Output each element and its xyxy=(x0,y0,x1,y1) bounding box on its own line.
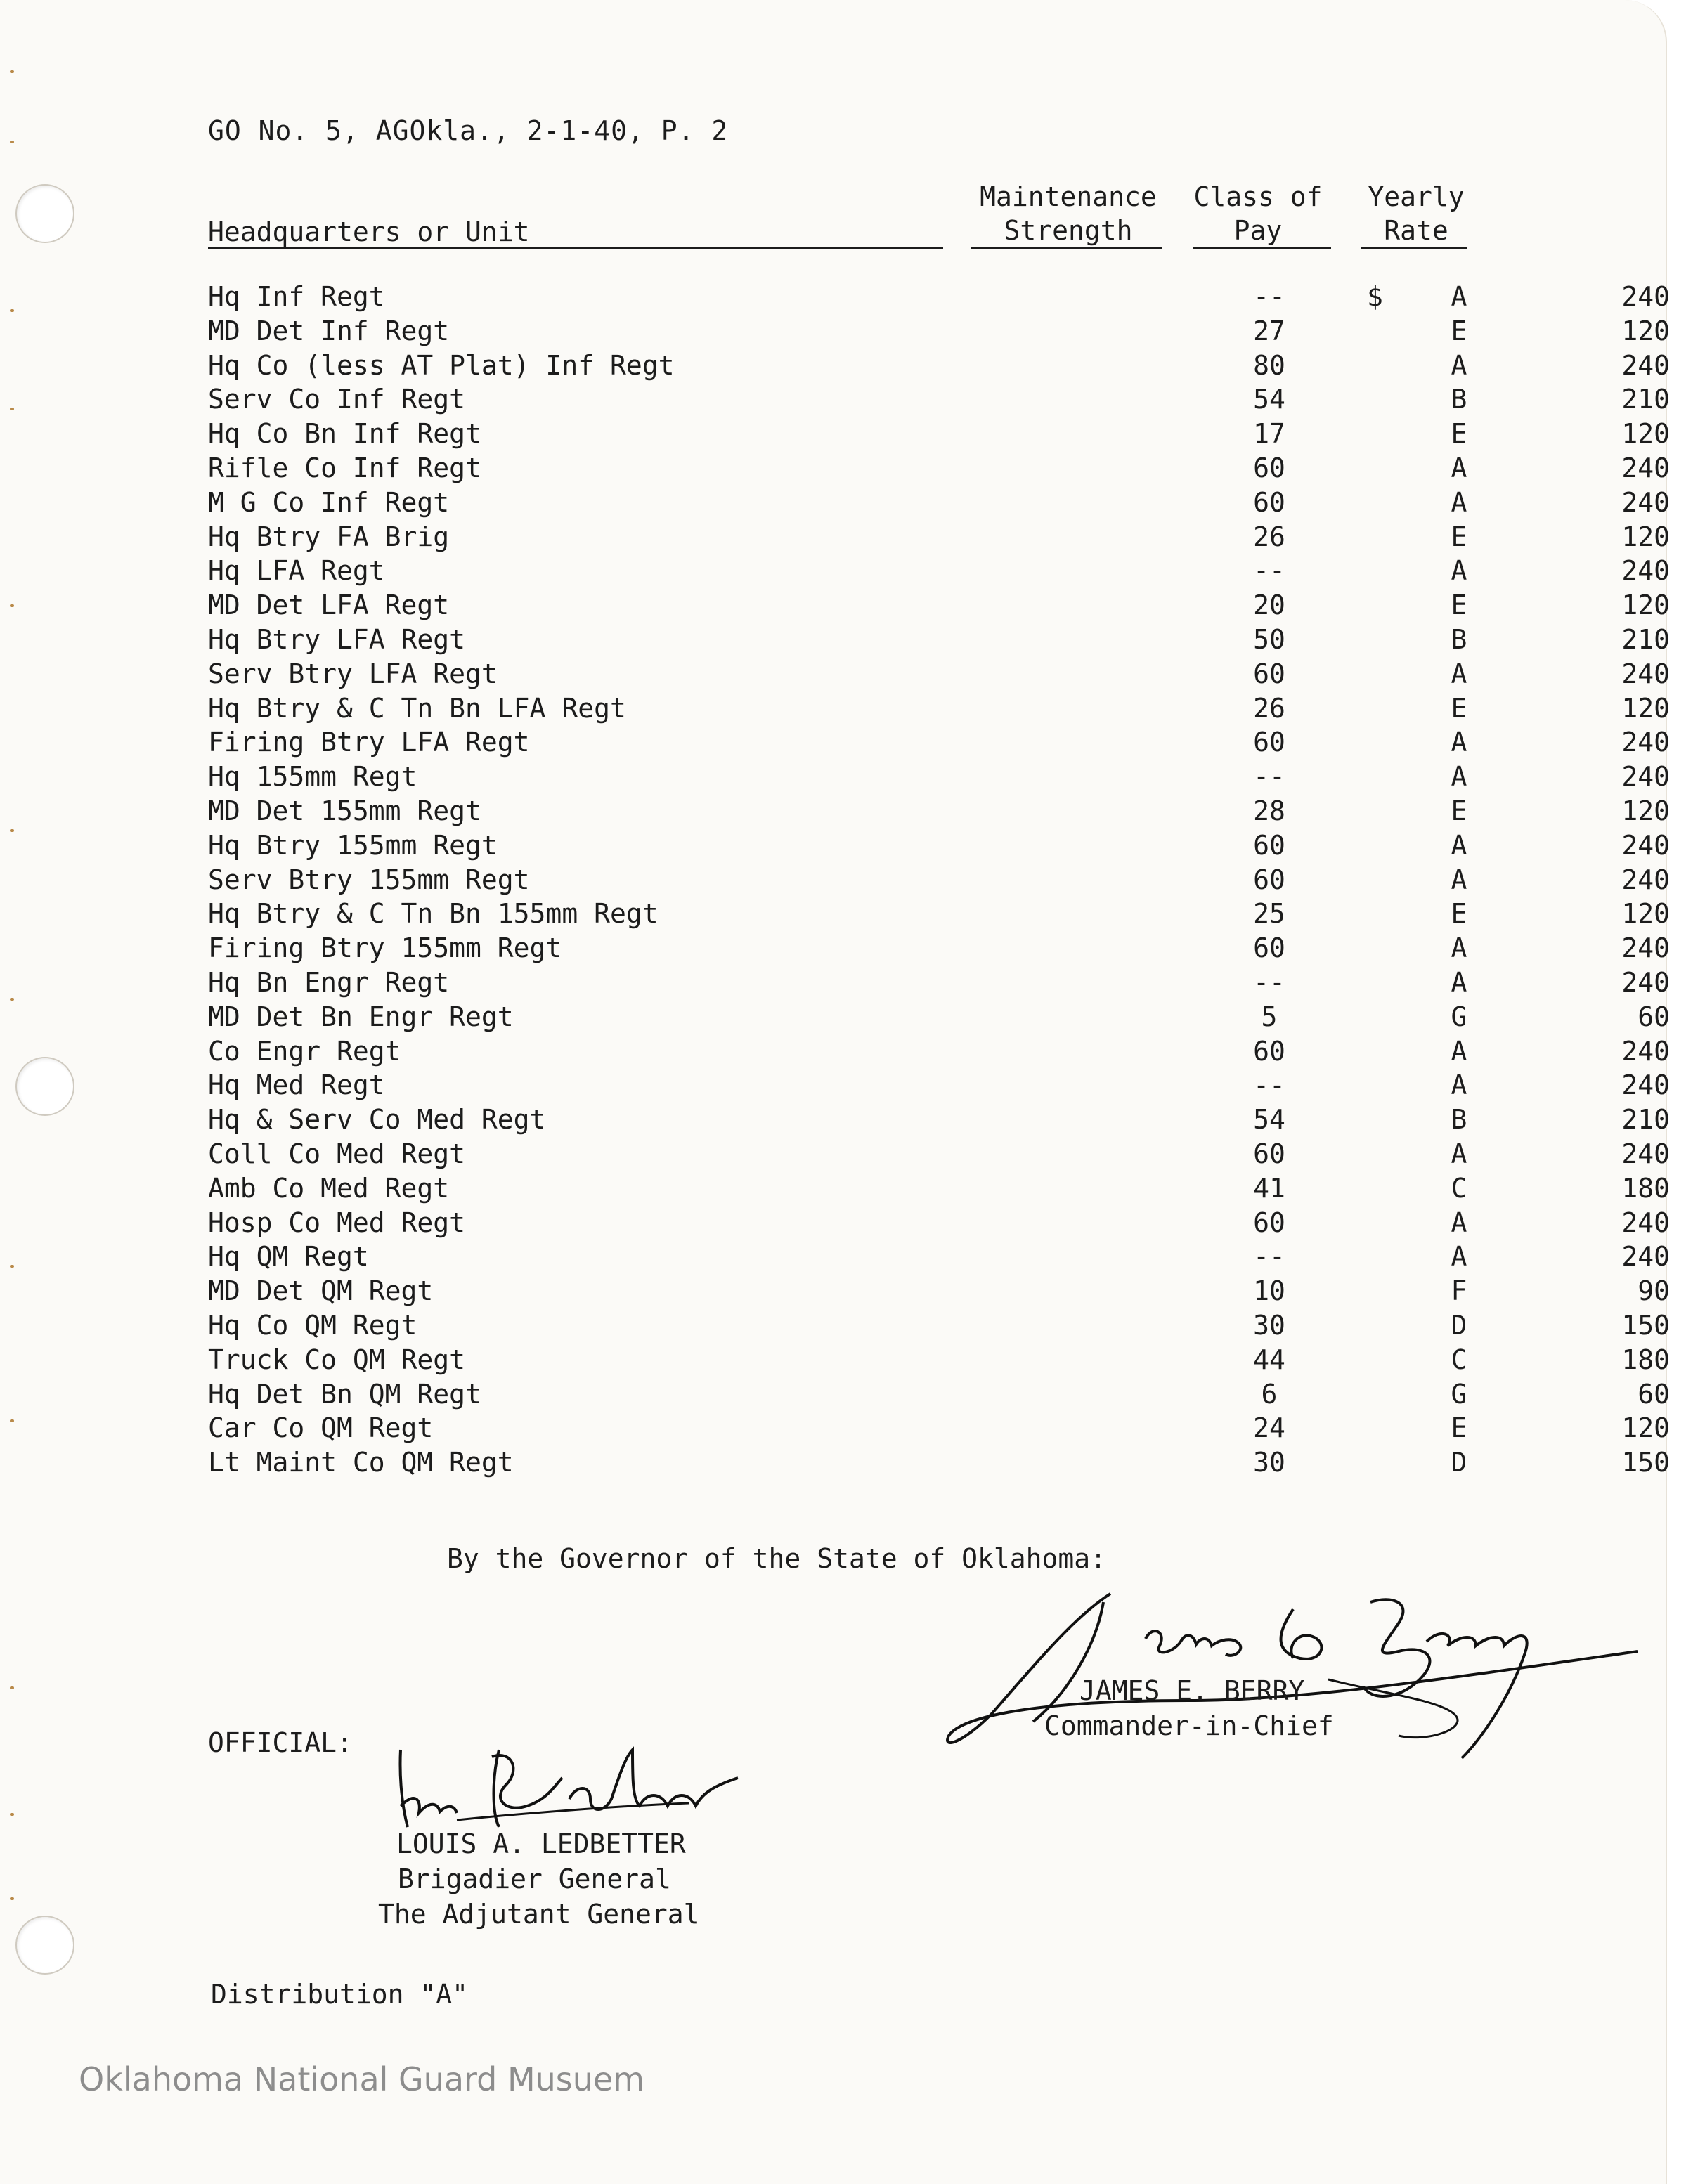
header-underline xyxy=(1193,247,1331,249)
table-row xyxy=(208,280,1670,314)
rate-cell: 120 xyxy=(1621,1412,1670,1444)
rate-cell: 240 xyxy=(1621,864,1670,895)
governor-name: JAMES E. BERRY xyxy=(1079,1675,1305,1706)
class-cell: A xyxy=(1451,349,1467,381)
class-cell: A xyxy=(1451,281,1467,312)
unit-cell: Hq Btry 155mm Regt xyxy=(208,829,498,861)
unit-cell: Firing Btry 155mm Regt xyxy=(208,932,562,964)
class-cell: B xyxy=(1451,1104,1467,1136)
class-cell: C xyxy=(1451,1344,1467,1375)
table-row xyxy=(208,486,1670,520)
rate-cell: 240 xyxy=(1621,932,1670,964)
table-row xyxy=(208,966,1670,1000)
unit-cell: Hq Med Regt xyxy=(208,1070,385,1101)
rate-cell: 240 xyxy=(1621,281,1670,312)
unit-cell: M G Co Inf Regt xyxy=(208,486,450,518)
table-row xyxy=(208,1411,1670,1445)
rate-cell: 90 xyxy=(1638,1275,1670,1307)
column-header-unit: Headquarters or Unit xyxy=(208,216,530,247)
rate-cell: 240 xyxy=(1621,555,1670,587)
margin-speck xyxy=(10,408,14,410)
table-row xyxy=(208,1171,1670,1206)
margin-speck xyxy=(10,70,14,73)
table-row xyxy=(208,520,1670,554)
table-row xyxy=(208,1377,1670,1412)
rate-cell: 240 xyxy=(1621,658,1670,689)
strength-cell: 60 xyxy=(1253,486,1285,518)
class-cell: B xyxy=(1451,623,1467,655)
unit-cell: Hq & Serv Co Med Regt xyxy=(208,1104,546,1136)
rate-cell: 150 xyxy=(1621,1447,1670,1478)
margin-speck xyxy=(10,1813,14,1816)
adjutant-signature xyxy=(387,1736,766,1834)
table-row xyxy=(208,828,1670,863)
rate-cell: 240 xyxy=(1621,727,1670,758)
margin-speck xyxy=(10,309,14,312)
table-row xyxy=(208,451,1670,486)
rate-cell: 240 xyxy=(1621,349,1670,381)
class-cell: G xyxy=(1451,1001,1467,1032)
unit-cell: Hosp Co Med Regt xyxy=(208,1207,466,1238)
column-header-strength xyxy=(970,180,1167,247)
table-row xyxy=(208,1137,1670,1171)
table-row xyxy=(208,1274,1670,1308)
unit-cell: Rifle Co Inf Regt xyxy=(208,452,481,483)
strength-cell: 25 xyxy=(1253,898,1285,930)
table-row xyxy=(208,314,1670,349)
column-header-class xyxy=(1188,180,1328,247)
rate-cell: 240 xyxy=(1621,452,1670,483)
table-row xyxy=(208,1308,1670,1343)
class-cell: A xyxy=(1451,829,1467,861)
adjutant-title: The Adjutant General xyxy=(378,1899,700,1930)
strength-header-line2: Strength xyxy=(1004,215,1133,246)
class-cell: A xyxy=(1451,864,1467,895)
class-cell: E xyxy=(1451,1412,1467,1444)
strength-cell: 60 xyxy=(1253,829,1285,861)
class-cell: A xyxy=(1451,1241,1467,1273)
currency-symbol: $ xyxy=(1367,281,1383,312)
class-cell: E xyxy=(1451,590,1467,621)
table-row xyxy=(208,794,1670,828)
strength-cell: 20 xyxy=(1253,590,1285,621)
governor-signature xyxy=(935,1574,1652,1771)
strength-cell: -- xyxy=(1253,555,1285,587)
rate-cell: 240 xyxy=(1621,1035,1670,1067)
unit-cell: Hq Co Bn Inf Regt xyxy=(208,418,481,450)
table-row xyxy=(208,349,1670,383)
class-cell: A xyxy=(1451,555,1467,587)
strength-cell: 60 xyxy=(1253,727,1285,758)
unit-cell: Serv Co Inf Regt xyxy=(208,384,466,415)
rate-cell: 210 xyxy=(1621,384,1670,415)
margin-speck xyxy=(10,141,14,143)
class-cell: A xyxy=(1451,1207,1467,1238)
table-row xyxy=(208,554,1670,588)
rate-cell: 120 xyxy=(1621,795,1670,826)
unit-cell: Hq Btry & C Tn Bn 155mm Regt xyxy=(208,898,659,930)
strength-header-line1: Maintenance xyxy=(980,181,1157,212)
governor-line: By the Governor of the State of Oklahoma: xyxy=(447,1543,1106,1574)
class-cell: D xyxy=(1451,1447,1467,1478)
distribution-line: Distribution "A" xyxy=(211,1979,469,2010)
rate-cell: 240 xyxy=(1621,1070,1670,1101)
strength-cell: 6 xyxy=(1261,1378,1278,1410)
rate-cell: 120 xyxy=(1621,521,1670,552)
rate-cell: 180 xyxy=(1621,1172,1670,1204)
adjutant-rank: Brigadier General xyxy=(398,1864,671,1894)
table-row xyxy=(208,657,1670,691)
rate-cell: 150 xyxy=(1621,1309,1670,1341)
rate-cell: 240 xyxy=(1621,1207,1670,1238)
governor-title: Commander-in-Chief xyxy=(1044,1710,1334,1741)
strength-cell: 60 xyxy=(1253,452,1285,483)
table-row xyxy=(208,1000,1670,1034)
class-cell: E xyxy=(1451,521,1467,552)
strength-cell: 30 xyxy=(1253,1447,1285,1478)
unit-cell: Serv Btry 155mm Regt xyxy=(208,864,530,895)
strength-cell: 17 xyxy=(1253,418,1285,450)
strength-cell: 60 xyxy=(1253,932,1285,964)
strength-cell: 54 xyxy=(1253,1104,1285,1136)
table-row xyxy=(208,1034,1670,1069)
rate-cell: 120 xyxy=(1621,315,1670,346)
class-cell: A xyxy=(1451,1138,1467,1169)
class-cell: A xyxy=(1451,486,1467,518)
binder-hole-middle xyxy=(15,1057,74,1116)
strength-cell: 26 xyxy=(1253,692,1285,724)
table-row xyxy=(208,623,1670,657)
class-header-line2: Pay xyxy=(1233,215,1283,246)
strength-cell: -- xyxy=(1253,1070,1285,1101)
table-row xyxy=(208,725,1670,760)
unit-cell: MD Det Bn Engr Regt xyxy=(208,1001,514,1032)
strength-cell: 27 xyxy=(1253,315,1285,346)
strength-cell: -- xyxy=(1253,1241,1285,1273)
strength-cell: 5 xyxy=(1261,1001,1278,1032)
strength-cell: 60 xyxy=(1253,658,1285,689)
unit-cell: Serv Btry LFA Regt xyxy=(208,658,498,689)
strength-cell: -- xyxy=(1253,281,1285,312)
strength-cell: -- xyxy=(1253,761,1285,793)
unit-cell: Hq Inf Regt xyxy=(208,281,385,312)
strength-cell: 54 xyxy=(1253,384,1285,415)
class-cell: A xyxy=(1451,761,1467,793)
column-header-rate xyxy=(1356,180,1476,247)
rate-cell: 120 xyxy=(1621,590,1670,621)
strength-cell: 30 xyxy=(1253,1309,1285,1341)
class-cell: E xyxy=(1451,898,1467,930)
rate-cell: 240 xyxy=(1621,829,1670,861)
table-row xyxy=(208,897,1670,931)
table-row xyxy=(208,1445,1670,1480)
class-cell: A xyxy=(1451,1035,1467,1067)
rate-cell: 240 xyxy=(1621,761,1670,793)
margin-speck xyxy=(10,829,14,832)
unit-cell: Coll Co Med Regt xyxy=(208,1138,466,1169)
table-row xyxy=(208,931,1670,966)
class-cell: F xyxy=(1451,1275,1467,1307)
strength-cell: 24 xyxy=(1253,1412,1285,1444)
unit-cell: Hq Btry LFA Regt xyxy=(208,623,466,655)
rate-cell: 240 xyxy=(1621,486,1670,518)
unit-cell: Hq Btry FA Brig xyxy=(208,521,450,552)
header-underline xyxy=(1361,247,1467,249)
rate-cell: 120 xyxy=(1621,418,1670,450)
rate-cell: 210 xyxy=(1621,623,1670,655)
unit-cell: Hq Btry & C Tn Bn LFA Regt xyxy=(208,692,626,724)
strength-cell: 60 xyxy=(1253,864,1285,895)
strength-cell: 41 xyxy=(1253,1172,1285,1204)
document-reference: GO No. 5, AGOkla., 2-1-40, P. 2 xyxy=(208,115,729,146)
class-cell: E xyxy=(1451,692,1467,724)
unit-cell: Hq LFA Regt xyxy=(208,555,385,587)
class-cell: A xyxy=(1451,658,1467,689)
margin-speck xyxy=(10,1897,14,1900)
strength-cell: 10 xyxy=(1253,1275,1285,1307)
strength-cell: 80 xyxy=(1253,349,1285,381)
strength-cell: 60 xyxy=(1253,1207,1285,1238)
class-cell: E xyxy=(1451,315,1467,346)
class-cell: A xyxy=(1451,1070,1467,1101)
table-row xyxy=(208,1240,1670,1274)
unit-cell: Hq QM Regt xyxy=(208,1241,369,1273)
unit-cell: Hq Co (less AT Plat) Inf Regt xyxy=(208,349,675,381)
unit-cell: MD Det Inf Regt xyxy=(208,315,450,346)
table-row xyxy=(208,417,1670,451)
margin-speck xyxy=(10,998,14,1001)
unit-cell: Amb Co Med Regt xyxy=(208,1172,450,1204)
rate-cell: 180 xyxy=(1621,1344,1670,1375)
class-cell: C xyxy=(1451,1172,1467,1204)
table-row xyxy=(208,1068,1670,1103)
unit-cell: Firing Btry LFA Regt xyxy=(208,727,530,758)
strength-cell: 50 xyxy=(1253,623,1285,655)
table-row xyxy=(208,1103,1670,1137)
official-label: OFFICIAL: xyxy=(208,1727,353,1758)
table-row xyxy=(208,760,1670,794)
unit-cell: Lt Maint Co QM Regt xyxy=(208,1447,514,1478)
margin-speck xyxy=(10,1265,14,1268)
strength-cell: 44 xyxy=(1253,1344,1285,1375)
class-cell: A xyxy=(1451,452,1467,483)
class-cell: A xyxy=(1451,727,1467,758)
unit-cell: Hq Co QM Regt xyxy=(208,1309,417,1341)
unit-cell: Hq Det Bn QM Regt xyxy=(208,1378,481,1410)
unit-cell: Hq 155mm Regt xyxy=(208,761,417,793)
unit-cell: MD Det QM Regt xyxy=(208,1275,434,1307)
rate-cell: 60 xyxy=(1638,1001,1670,1032)
table-row xyxy=(208,1343,1670,1377)
class-cell: E xyxy=(1451,418,1467,450)
strength-cell: 60 xyxy=(1253,1035,1285,1067)
rate-header-line2: Rate xyxy=(1384,215,1448,246)
class-cell: E xyxy=(1451,795,1467,826)
class-cell: A xyxy=(1451,966,1467,998)
table-row xyxy=(208,588,1670,623)
rate-cell: 60 xyxy=(1638,1378,1670,1410)
strength-cell: 28 xyxy=(1253,795,1285,826)
margin-speck xyxy=(10,1419,14,1422)
table-row xyxy=(208,863,1670,897)
rate-cell: 240 xyxy=(1621,1138,1670,1169)
class-cell: G xyxy=(1451,1378,1467,1410)
header-underline xyxy=(971,247,1162,249)
strength-cell: 60 xyxy=(1253,1138,1285,1169)
rate-cell: 120 xyxy=(1621,898,1670,930)
rate-cell: 120 xyxy=(1621,692,1670,724)
unit-cell: MD Det LFA Regt xyxy=(208,590,450,621)
class-cell: D xyxy=(1451,1309,1467,1341)
rate-cell: 240 xyxy=(1621,1241,1670,1273)
margin-speck xyxy=(10,604,14,607)
binder-hole-bottom xyxy=(15,1916,74,1975)
unit-cell: Co Engr Regt xyxy=(208,1035,401,1067)
class-header-line1: Class of xyxy=(1193,181,1323,212)
unit-cell: Car Co QM Regt xyxy=(208,1412,434,1444)
rate-header-line1: Yearly xyxy=(1368,181,1465,212)
watermark: Oklahoma National Guard Musuem xyxy=(79,2060,645,2098)
table-row xyxy=(208,691,1670,726)
binder-hole-top xyxy=(15,184,74,243)
header-underline xyxy=(208,247,943,249)
unit-cell: MD Det 155mm Regt xyxy=(208,795,481,826)
margin-speck xyxy=(10,1686,14,1689)
unit-cell: Hq Bn Engr Regt xyxy=(208,966,450,998)
table-row xyxy=(208,382,1670,417)
class-cell: A xyxy=(1451,932,1467,964)
strength-cell: -- xyxy=(1253,966,1285,998)
adjutant-name: LOUIS A. LEDBETTER xyxy=(396,1828,686,1859)
unit-pay-table xyxy=(208,280,1670,1480)
unit-cell: Truck Co QM Regt xyxy=(208,1344,466,1375)
class-cell: B xyxy=(1451,384,1467,415)
rate-cell: 210 xyxy=(1621,1104,1670,1136)
rate-cell: 240 xyxy=(1621,966,1670,998)
strength-cell: 26 xyxy=(1253,521,1285,552)
table-row xyxy=(208,1206,1670,1240)
